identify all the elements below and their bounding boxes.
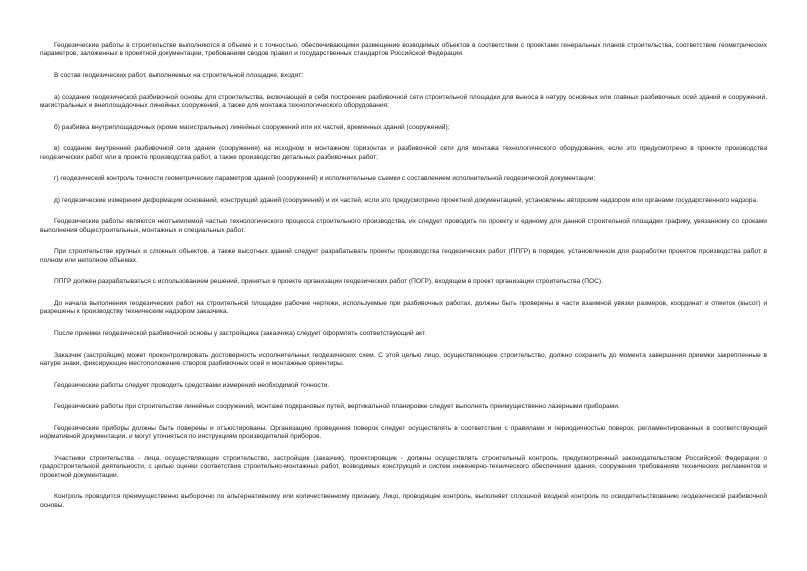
paragraph-18: Контроль проводится преимущественно выборочно по альтернативному или количественному признаку. Лицо, проводящее контроль, выполняет сплошной входной контроль по освидетельствованию геодезической разбивочной основы. [40, 493, 767, 509]
paragraph-12: После приемки геодезической разбивочной основы у застройщика (заказчика) следует оформлять соответствующий акт. [54, 329, 427, 337]
paragraph-1: Геодезические работы в строительстве выполняются в объеме и с точностью, обеспечивающими размещение возводимых объектов в соответствии с проектами генеральных планов строительства, соответствие геометрических параметров, заложенных в проектной документации, требованиям сводов правил и государственных стандартов Российской Федерации. [40, 42, 767, 58]
paragraph-6: г) геодезический контроль точности геометрических параметров зданий (сооружений) и исполнительные съемки с составлением исполнительной геодезической документации; [54, 175, 596, 183]
paragraph-7: д) геодезические измерения деформации оснований, конструкций зданий (сооружений) и их частей, если это предусмотрено проектной документацией, установлены авторским надзором или органами государственного надзора. [54, 196, 758, 204]
paragraph-3: а) создание геодезической разбивочной основы для строительства, включающей в себя построение разбивочной сети строительной площадки для выноса в натуру основных или главных разбивочных осей зданий и сооружений, магистральных и внеплощадочных линейных сооружений, а также для монтажа технологического оборудования; [40, 93, 767, 109]
paragraph-16: Геодезические приборы должны быть поверены и отъюстированы. Организацию проведения поверок следует осуществлять в соответствии с правилами и периодичностью поверок, регламентированных в соответствующей нормативной документации, и могут уточняться по инструкциям производителей приборов. [40, 424, 767, 441]
paragraph-15: Геодезические работы при строительстве линейных сооружений, монтаже подкрановых путей, вертикальной планировке следует выполнять преимущественно лазерными приборами. [54, 403, 620, 411]
paragraph-14: Геодезические работы следует проводить средствами измерений необходимой точности. [54, 381, 330, 389]
paragraph-2: В состав геодезических работ, выполняемых на строительной площадке, входят: [54, 72, 304, 79]
paragraph-5: в) создание внутренней разбивочной сети здания (сооружения) на исходном и монтажном горизонтах и разбивочной сети для монтажа технологического оборудования, если это предусмотрено в проекте производства геодезических работ или в проекте производства работ, а также производство детальных разбивочных работ; [40, 145, 767, 161]
paragraph-13: Заказчик (застройщик) может проконтролировать достоверность исполнительных геодезических схем. С этой целью лицо, осуществляющее строительство, должно сохранить до момента завершения приемки закрепленные в натуре знаки, фиксирующие местоположение створов разбивочных осей и монтажные ориентиры. [40, 351, 767, 367]
paragraph-10: ППГР должен разрабатываться с использованием решений, принятых в проекте организации геодезических работ (ПОГР), входящем в проект организации строительства (ПОС). [54, 278, 603, 286]
paragraph-11: До начала выполнения геодезических работ на строительной площадке рабочие чертежи, используемые при разбивочных работах, должны быть проверены в части взаимной увязки размеров, координат и отметок (высот) и разрешены к производству техническим надзором заказчика. [40, 299, 767, 316]
paragraph-17: Участники строительства - лица, осуществляющие строительство, застройщик (заказчик), проектировщик - должны осуществлять строительный контроль, предусмотренный законодательством Российской Федерации о градостроительной деятельности, с целью оценки соответствия строительно-монтажных работ, возводимых конструкций и систем инженерно-технического обеспечения здания, сооружения требованиям технических регламентов и проектной документации. [40, 454, 767, 479]
paragraph-9: При строительстве крупных и сложных объектов, а также высотных зданий следует разрабатывать проекты производства геодезических работ (ППГР) в порядке, установленном для разработки проектов производства работ в полном или неполном объемах. [40, 248, 767, 264]
paragraph-8: Геодезические работы являются неотъемлемой частью технологического процесса строительного производства, их следует проводить по проекту и единому для данной строительной площадки графику, увязанному со сроками выполнения общестроительных, монтажных и специальных работ. [40, 218, 767, 234]
paragraph-4: б) разбивка внутриплощадочных (кроме магистральных) линейных сооружений или их частей, временных зданий (сооружений); [54, 123, 450, 131]
